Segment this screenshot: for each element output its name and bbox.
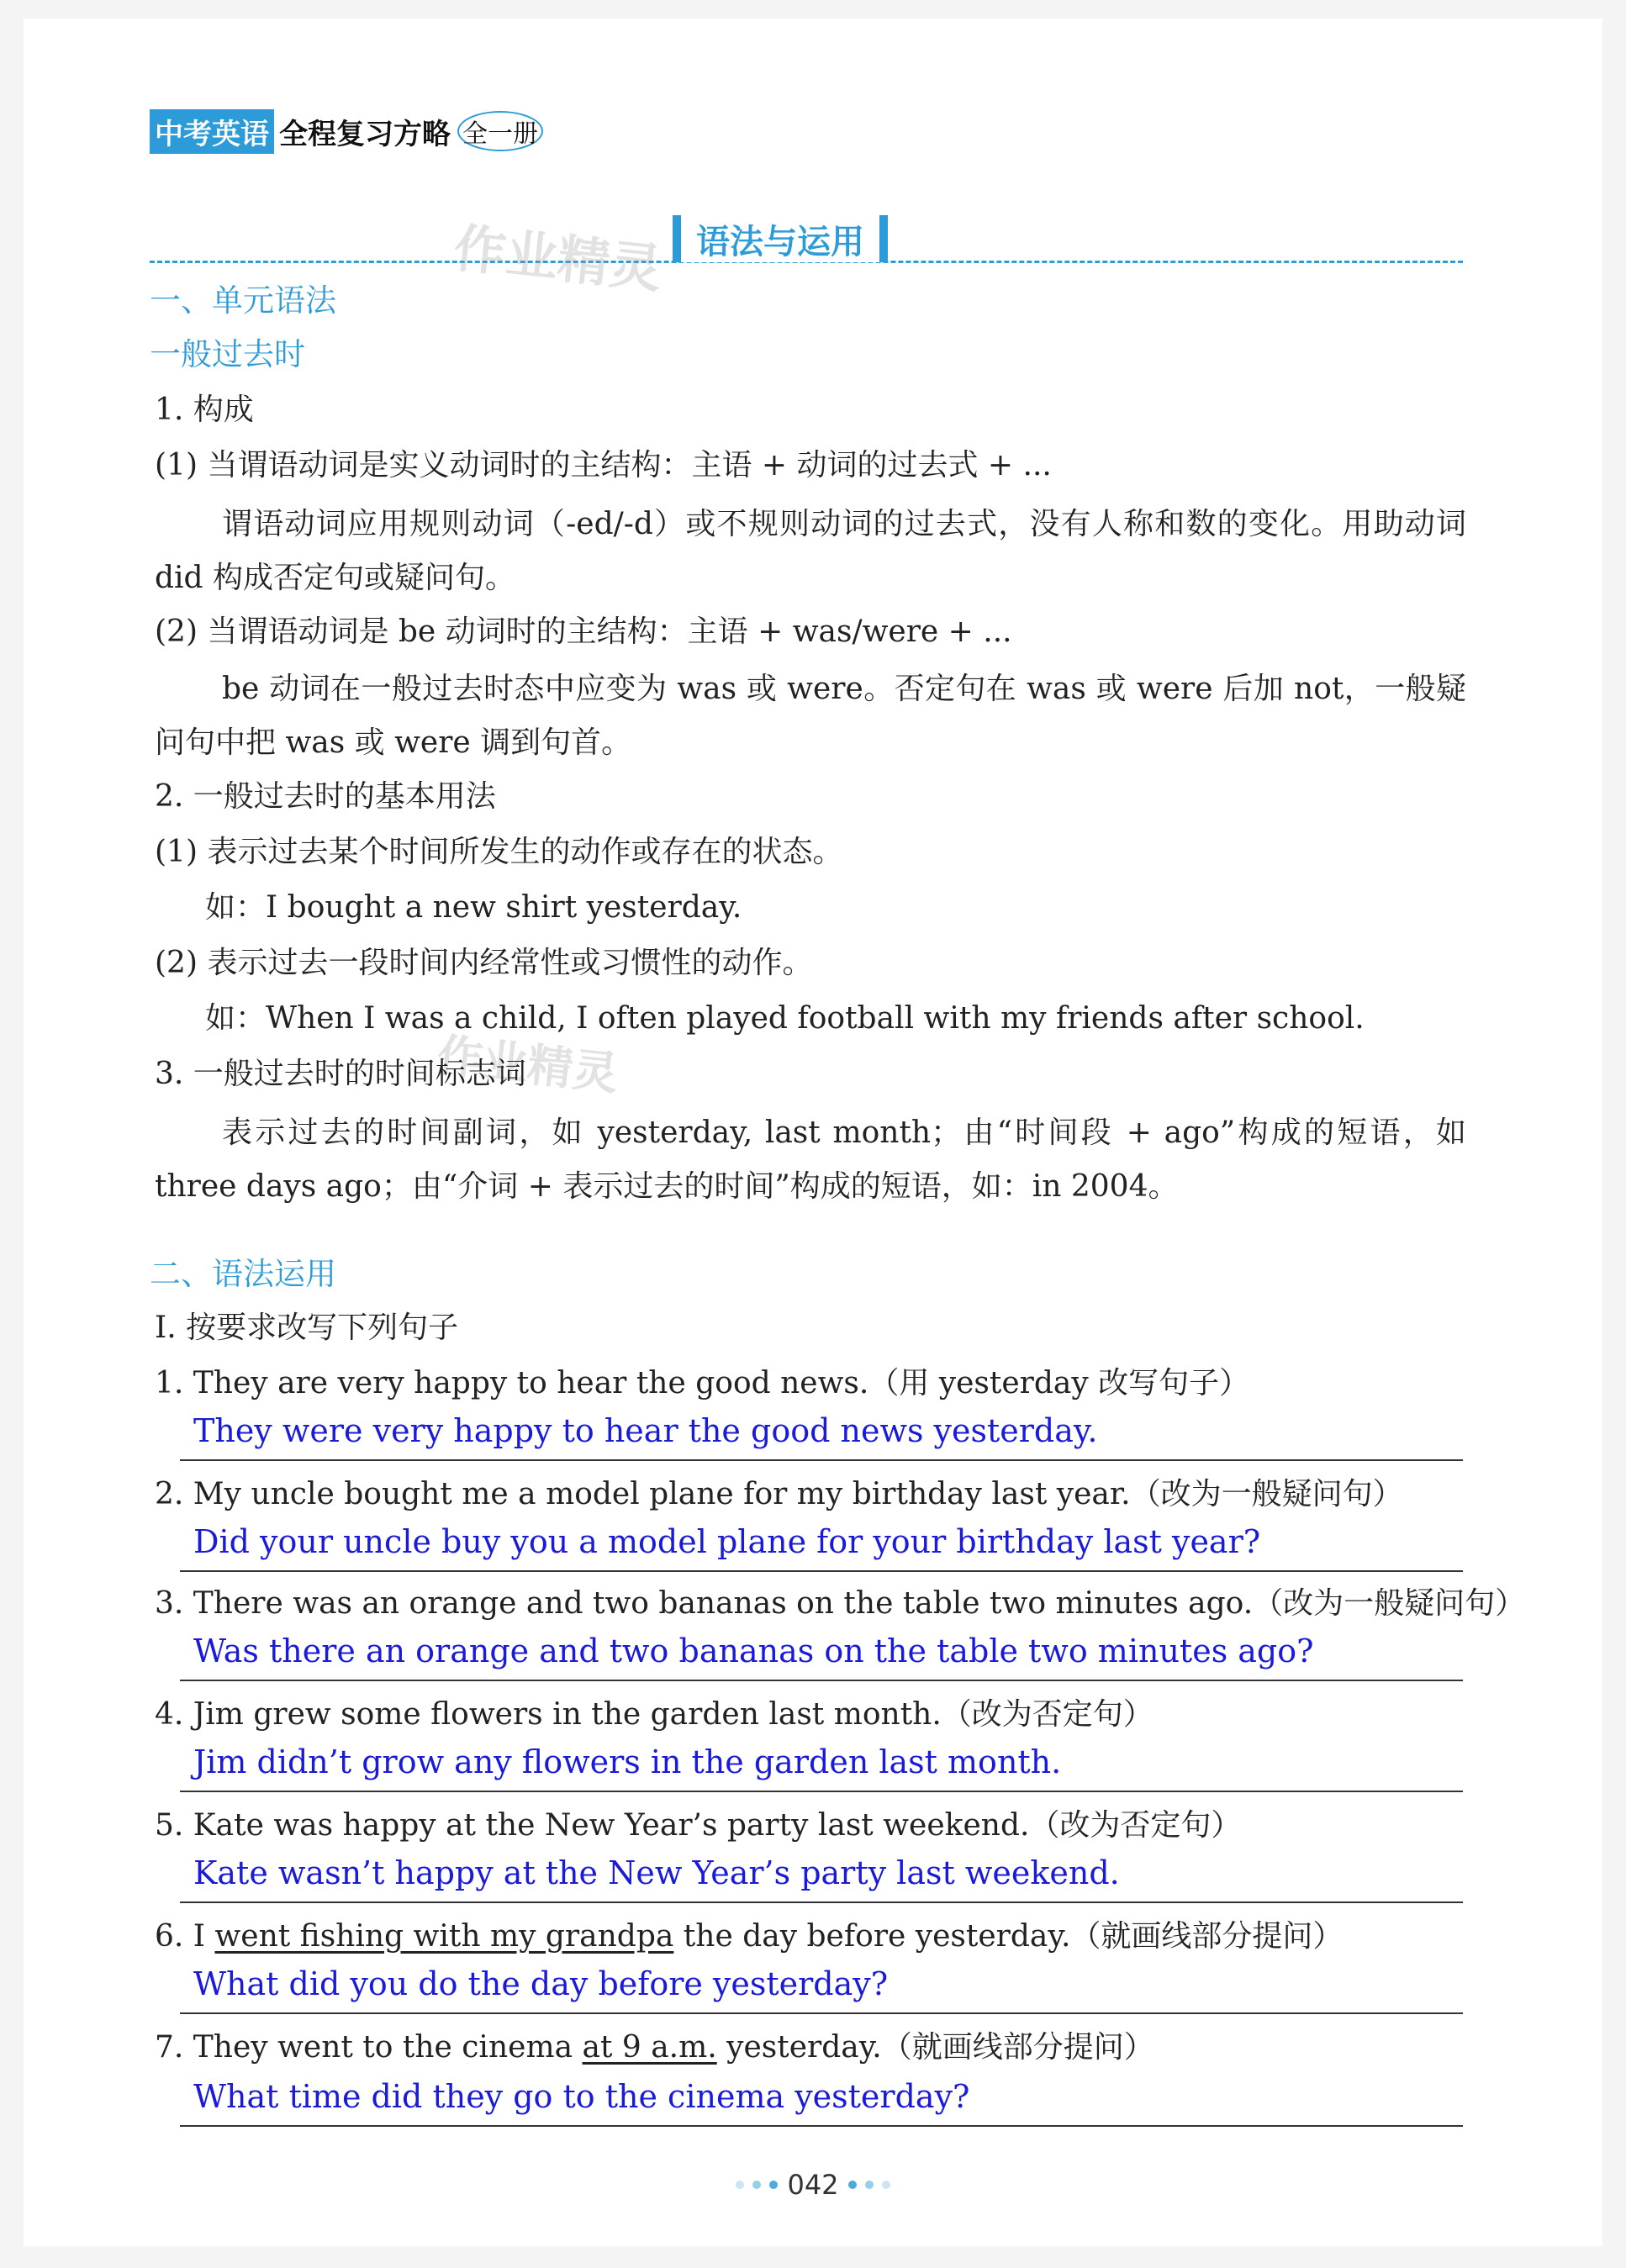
question-1: 1. They are very happy to hear the good news.（用 yesterday 改写句子） xyxy=(155,1366,1250,1400)
subsection-title: 2. 一般过去时的基本用法 xyxy=(155,779,496,814)
answer-2: Did your uncle buy you a model plane for your birthday last year? xyxy=(193,1523,1261,1560)
exercise-instruction: I. 按要求改写下列句子 xyxy=(155,1311,459,1345)
watermark-logo: 作业精灵 xyxy=(451,217,665,300)
question-5: 5. Kate was happy at the New Year’s party last weekend.（改为否定句） xyxy=(155,1808,1242,1843)
underlined-phrase: at 9 a.m. xyxy=(582,2030,717,2065)
question-6 xyxy=(155,1918,1343,1955)
subsection-title: 1. 构成 xyxy=(155,393,254,427)
question-7 xyxy=(155,2029,1154,2066)
rule-explanation: 表示过去的时间副词，如 yesterday, last month；由“时间段 + ago”构成的短语，如 three days ago；由“介词 + 表示过去的时间”构成的短语，如：in 2004。 xyxy=(155,1116,1466,1204)
answer-1: They were very happy to hear the good news yesterday. xyxy=(193,1412,1098,1449)
dot-ornament xyxy=(752,2181,761,2189)
question-2: 2. My uncle bought me a model plane for my birthday last year.（改为一般疑问句） xyxy=(155,1477,1403,1511)
question-3: 3. There was an orange and two bananas on the table two minutes ago.（改为一般疑问句） xyxy=(155,1586,1526,1621)
question-text: 6. I xyxy=(155,1919,215,1954)
structure-rule: (2) 当谓语动词是 be 动词时的主结构：主语 + was/were + ... xyxy=(155,614,1012,649)
answer-line xyxy=(180,1901,1463,1903)
question-4: 4. Jim grew some flowers in the garden last month.（改为否定句） xyxy=(155,1697,1154,1732)
page-number: 042 xyxy=(787,2169,839,2201)
answer-line xyxy=(180,2012,1463,2014)
answer-line xyxy=(180,1680,1463,1681)
rule-explanation: be 动词在一般过去时态中应变为 was 或 were。否定句在 was 或 were 后加 not，一般疑问句中把 was 或 were 调到句首。 xyxy=(155,672,1466,760)
question-text: the day before yesterday.（就画线部分提问） xyxy=(673,1919,1344,1954)
page-footer xyxy=(0,2167,1626,2201)
structure-rule: (1) 当谓语动词是实义动词时的主结构：主语 + 动词的过去式 + ... xyxy=(155,448,1052,483)
answer-5: Kate wasn’t happy at the New Year’s party last weekend. xyxy=(193,1854,1120,1891)
book-header xyxy=(150,109,543,153)
section-banner xyxy=(150,215,1463,266)
usage-rule: (2) 表示过去一段时间内经常性或习惯性的动作。 xyxy=(155,946,813,980)
topic-heading: 一般过去时 xyxy=(150,336,305,372)
question-text: 7. They went to the cinema xyxy=(155,2030,583,2065)
answer-3: Was there an orange and two bananas on the table two minutes ago? xyxy=(193,1632,1314,1669)
series-label: 中考英语 xyxy=(150,109,274,154)
rule-explanation: 谓语动词应用规则动词（-ed/-d）或不规则动词的过去式，没有人称和数的变化。用助动词 did 构成否定句或疑问句。 xyxy=(155,507,1466,595)
underlined-phrase: went fishing with my grandpa xyxy=(214,1919,674,1954)
dot-ornament xyxy=(769,2181,778,2189)
answer-4: Jim didn’t grow any flowers in the garden last month. xyxy=(193,1743,1062,1780)
answer-6: What did you do the day before yesterday? xyxy=(193,1965,889,2002)
watermark-logo: 作业精灵 xyxy=(434,1028,621,1101)
usage-example: 如：When I was a child, I often played football with my friends after school. xyxy=(205,1001,1365,1036)
answer-line xyxy=(180,1570,1463,1572)
usage-rule: (1) 表示过去某个时间所发生的动作或存在的状态。 xyxy=(155,835,843,869)
dot-ornament xyxy=(882,2181,890,2189)
usage-example: 如：I bought a new shirt yesterday. xyxy=(205,890,742,925)
answer-line xyxy=(180,1791,1463,1792)
question-text: yesterday.（就画线部分提问） xyxy=(716,2030,1154,2065)
answer-line xyxy=(180,1459,1463,1461)
part1-heading: 一、单元语法 xyxy=(150,282,336,319)
volume-label: 全一册 xyxy=(457,111,543,151)
answer-line xyxy=(180,2125,1463,2127)
dot-ornament xyxy=(736,2181,744,2189)
subsection-title: 3. 一般过去时的时间标志词 xyxy=(155,1057,526,1091)
section-title: 语法与运用 xyxy=(673,215,888,262)
book-title: 全程复习方略 xyxy=(279,117,451,151)
dot-ornament xyxy=(865,2181,874,2189)
answer-7: What time did they go to the cinema yesterday? xyxy=(193,2078,970,2115)
part2-heading: 二、语法运用 xyxy=(150,1256,336,1292)
dot-ornament xyxy=(848,2181,857,2189)
